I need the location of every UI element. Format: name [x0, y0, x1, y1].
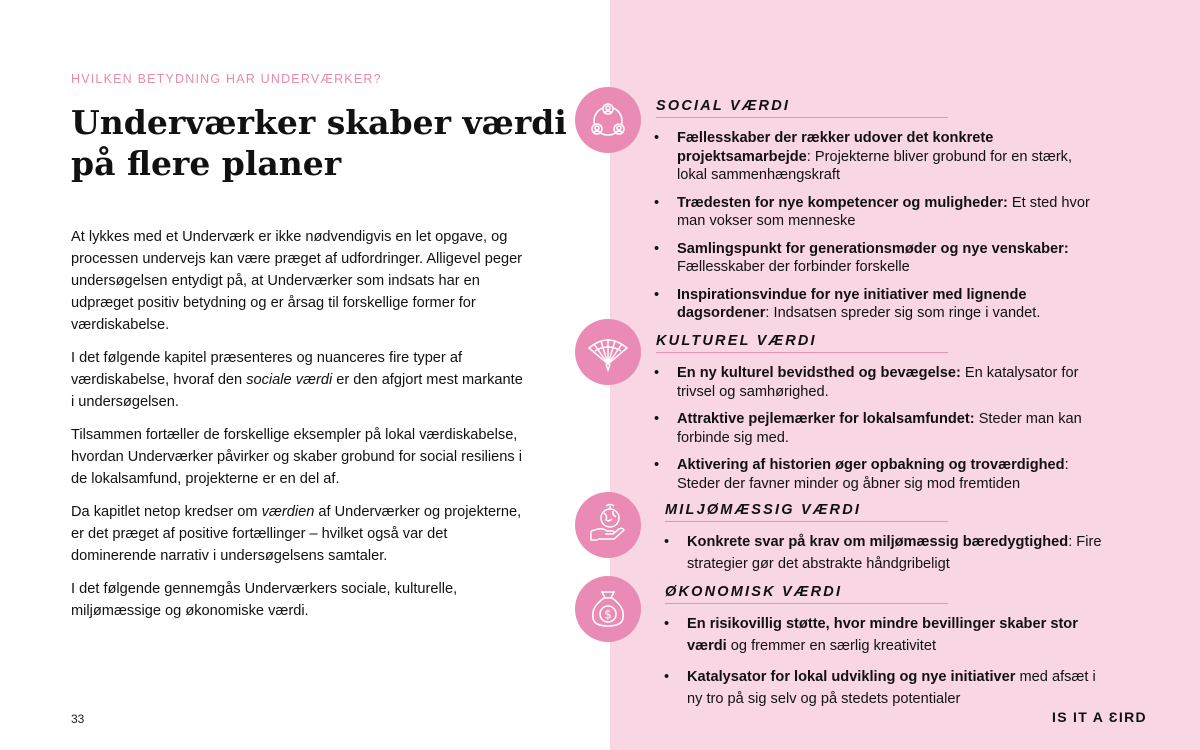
item-text: En katalysator for trivsel og samhørighed.	[677, 365, 1079, 400]
list-item	[654, 129, 1104, 185]
cultural-icon-badge	[575, 319, 641, 385]
list-item	[664, 614, 1114, 657]
item-bold: Konkrete svar på krav om miljømæssig bæredygtighed	[687, 534, 1069, 550]
list-item	[654, 410, 1104, 447]
list-item	[664, 667, 1114, 710]
paragraph-1-text: At lykkes med et Underværk er ikke nødvendigvis en let opgave, og processen undervejs kan være præget af udfordringer. Alligevel peger undersøgelsen entydigt på, at Underværker som indsats har en udpræget positiv betydning og er årsag til forskellige former for værdiskabelse.	[71, 229, 523, 333]
paragraph-4-text-b: af Underværker og projekterne, er det præget af positive fortællinger – hvilket også var det dominerende narrativ i undersøgelsens samtaler.	[71, 504, 522, 564]
brand-logo: IS IT A ƐIRD	[1052, 709, 1147, 725]
item-bold: Samlingspunkt for generationsmøder og nye venskaber:	[677, 240, 1069, 257]
page-number: 33	[71, 712, 85, 726]
social-icon-badge	[575, 87, 641, 153]
item-text: og fremmer en særlig kreativitet	[726, 637, 936, 654]
paragraph-3	[71, 424, 526, 490]
item-text: : Fire strategier gør det abstrakte håndgribeligt	[687, 534, 1102, 572]
people-network-icon	[586, 98, 630, 142]
item-text: Steder man kan forbinde sig med.	[677, 411, 1082, 446]
intro-body	[71, 226, 526, 633]
paragraph-5-text: I det følgende gennemgås Underværkers sociale, kulturelle, miljømæssige og økonomiske værdi.	[71, 581, 458, 619]
item-text: : Indsatsen spreder sig som ringe i vandet.	[765, 305, 1041, 321]
list-item	[654, 456, 1104, 493]
cultural-heading	[656, 335, 948, 353]
economic-heading	[665, 586, 948, 604]
list-item	[654, 364, 1104, 401]
item-bold: Attraktive pejlemærker for lokalsamfundet:	[677, 411, 975, 427]
economic-heading-text: ØKONOMISK VÆRDI	[665, 584, 843, 600]
item-bold: Trædesten for nye kompetencer og muligheder:	[677, 194, 1008, 211]
cultural-heading-text: KULTUREL VÆRDI	[656, 333, 817, 349]
paragraph-2-text-a: I det følgende kapitel præsenteres og nuanceres fire typer af værdiskabelse, hvoraf den	[71, 350, 463, 388]
item-bold: Fællesskaber der rækker udover det konkrete projektsamarbejde	[677, 130, 994, 165]
social-heading-text: SOCIAL VÆRDI	[656, 98, 791, 114]
page-title	[71, 102, 571, 184]
paragraph-4	[71, 501, 526, 567]
environment-heading	[665, 504, 948, 522]
paragraph-5	[71, 578, 526, 622]
paragraph-1	[71, 226, 526, 336]
economic-icon-badge	[575, 576, 641, 642]
item-text: : Steder der favner minder og åbner sig mod fremtiden	[677, 457, 1069, 492]
item-bold: Aktivering af historien øger opbakning og troværdighed	[677, 457, 1065, 473]
item-text: Et sted hvor man vokser som menneske	[677, 194, 1090, 229]
environment-list	[664, 532, 1119, 585]
paragraph-3-text: Tilsammen fortæller de forskellige eksempler på lokal værdiskabelse, hvordan Underværker påvirker og skaber grobund for social resiliens i de lokalsamfund, projekterne er en del af.	[71, 427, 522, 487]
list-item	[654, 194, 1104, 231]
list-item	[654, 240, 1104, 277]
paragraph-4-emphasis: værdien	[261, 504, 315, 520]
paragraph-2	[71, 347, 526, 413]
cultural-list	[654, 364, 1104, 502]
environment-icon-badge	[575, 492, 641, 558]
title-line-2: på flere planer	[71, 144, 342, 183]
social-list	[654, 129, 1104, 332]
social-heading	[656, 100, 948, 118]
section-kicker: HVILKEN BETYDNING HAR UNDERVÆRKER?	[71, 72, 382, 86]
paragraph-2-text-b: er den afgjort mest markante i undersøgelsen.	[71, 372, 523, 410]
environment-heading-text: MILJØMÆSSIG VÆRDI	[665, 502, 862, 518]
hand-fan-icon	[585, 330, 631, 374]
list-item	[654, 286, 1104, 323]
item-bold: En risikovillig støtte, hvor mindre bevillinger skaber stor værdi	[687, 616, 1078, 654]
item-text: Fællesskaber der forbinder forskelle	[677, 259, 910, 275]
globe-in-hand-icon	[586, 503, 630, 547]
item-text: med afsæt i ny tro på sig selv og på stedets potentialer	[687, 669, 1096, 707]
list-item	[664, 532, 1119, 575]
title-line-1: Underværker skaber værdi	[71, 103, 567, 142]
item-bold: En ny kulturel bevidsthed og bevægelse:	[677, 365, 961, 381]
money-bag-icon	[586, 587, 630, 631]
paragraph-4-text-a: Da kapitlet netop kredser om	[71, 504, 262, 520]
item-bold: Katalysator for lokal udvikling og nye initiativer	[687, 669, 1016, 685]
paragraph-2-emphasis: sociale værdi	[246, 372, 333, 388]
item-text: : Projekterne bliver grobund for en stærk, lokal sammenhængskraft	[677, 148, 1073, 183]
svg-text:$: $	[604, 607, 612, 622]
economic-list	[664, 614, 1114, 720]
item-bold: Inspirationsvindue for nye initiativer med lignende dagsordener	[677, 286, 1027, 321]
